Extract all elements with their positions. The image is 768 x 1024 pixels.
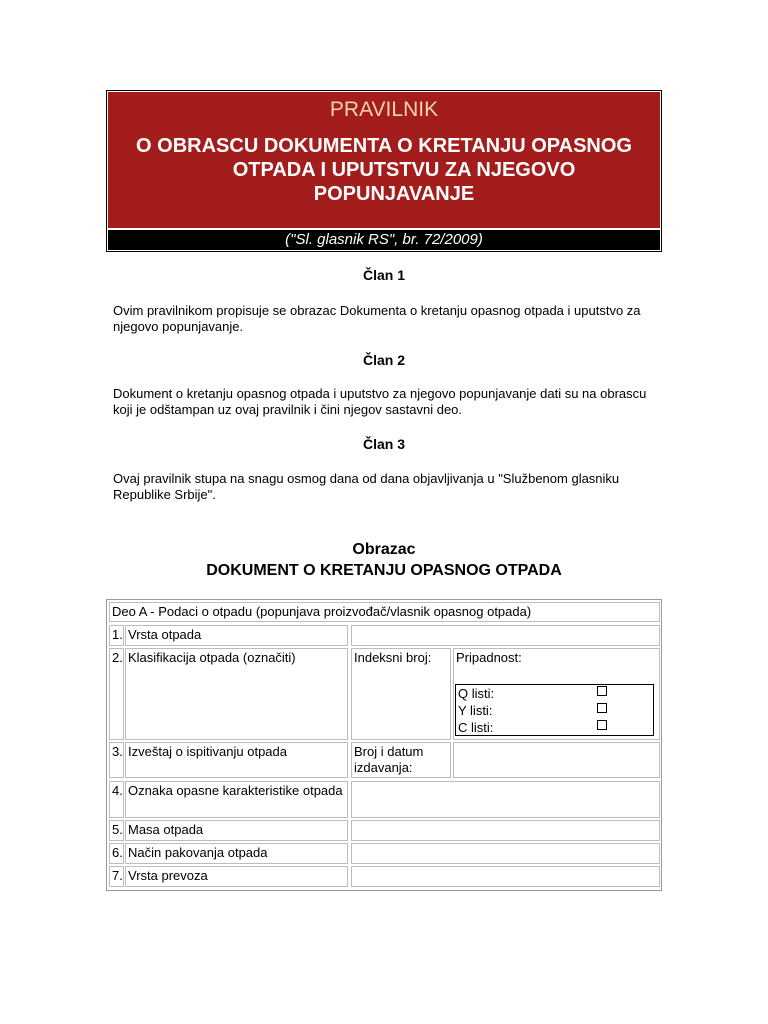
row-number: 5. — [109, 820, 124, 841]
form-label: Obrazac — [352, 541, 416, 558]
issue-number-date-label: Broj i datum izdavanja: — [351, 742, 451, 778]
c-list-checkbox[interactable] — [597, 720, 607, 730]
waste-type-field[interactable] — [351, 625, 660, 646]
row-label: Vrsta prevoza — [125, 866, 348, 887]
gazette-reference: ("Sl. glasnik RS", br. 72/2009) — [108, 230, 660, 250]
article-1-text: Ovim pravilnikom propisuje se obrazac Dokumenta o kretanju opasnog otpada i uputstvo za njegovo popunjavanje. — [113, 303, 641, 334]
row-label: Način pakovanja otpada — [125, 843, 348, 864]
article-2-heading: Član 2 — [362, 352, 405, 368]
row-label: Oznaka opasne karakteristike otpada — [125, 781, 348, 818]
row-number: 2. — [109, 648, 124, 740]
issue-number-date-field[interactable] — [453, 742, 660, 778]
row-label: Vrsta otpada — [125, 625, 348, 646]
article-1-heading: Član 1 — [362, 267, 405, 283]
index-number-field[interactable]: Indeksni broj: — [351, 648, 451, 740]
banner-title — [108, 134, 660, 206]
row-label: Masa otpada — [125, 820, 348, 841]
section-header-cell: Deo A - Podaci o otpadu (popunjava proizvođač/vlasnik opasnog otpada) — [109, 602, 660, 622]
banner-kicker: PRAVILNIK — [329, 98, 439, 121]
packaging-method-field[interactable] — [351, 843, 660, 864]
membership-list-box — [455, 684, 654, 736]
q-list-checkbox[interactable] — [597, 686, 607, 696]
row-number: 3. — [109, 742, 124, 778]
row-number: 1. — [109, 625, 124, 646]
banner-title-line: POPUNJAVANJE — [313, 183, 475, 205]
article-3-text: Ovaj pravilnik stupa na snagu osmog dana od dana objavljivanja u "Službenom glasniku Republike Srbije". — [113, 471, 620, 502]
q-list-label: Q listi: — [458, 686, 495, 701]
row-number: 7. — [109, 866, 124, 887]
banner-title-line: OTPADA I UPUTSTVU ZA NJEGOVO — [232, 159, 576, 181]
membership-cell: Pripadnost: — [453, 648, 660, 740]
form-title: DOKUMENT O KRETANJU OPASNOG OTPADA — [206, 562, 562, 579]
row-number: 6. — [109, 843, 124, 864]
row-number: 4. — [109, 781, 124, 818]
waste-mass-field[interactable] — [351, 820, 660, 841]
banner-red-panel — [108, 92, 660, 228]
article-2-text: Dokument o kretanju opasnog otpada i uputstvo za njegovo popunjavanje dati su na obrascu koji je odštampan uz ovaj pravilnik i čini njegov sastavni deo. — [113, 386, 647, 417]
row-label: Izveštaj o ispitivanju otpada — [125, 742, 348, 778]
y-list-label: Y listi: — [458, 703, 493, 718]
document-banner — [106, 90, 662, 252]
hazard-characteristic-field[interactable] — [351, 781, 660, 818]
c-list-label: C listi: — [458, 720, 494, 735]
transport-type-field[interactable] — [351, 866, 660, 887]
article-3-heading: Član 3 — [362, 436, 405, 452]
row-label: Klasifikacija otpada (označiti) — [125, 648, 348, 740]
banner-title-line: O OBRASCU DOKUMENTA O KRETANJU OPASNOG — [136, 135, 632, 157]
y-list-checkbox[interactable] — [597, 703, 607, 713]
